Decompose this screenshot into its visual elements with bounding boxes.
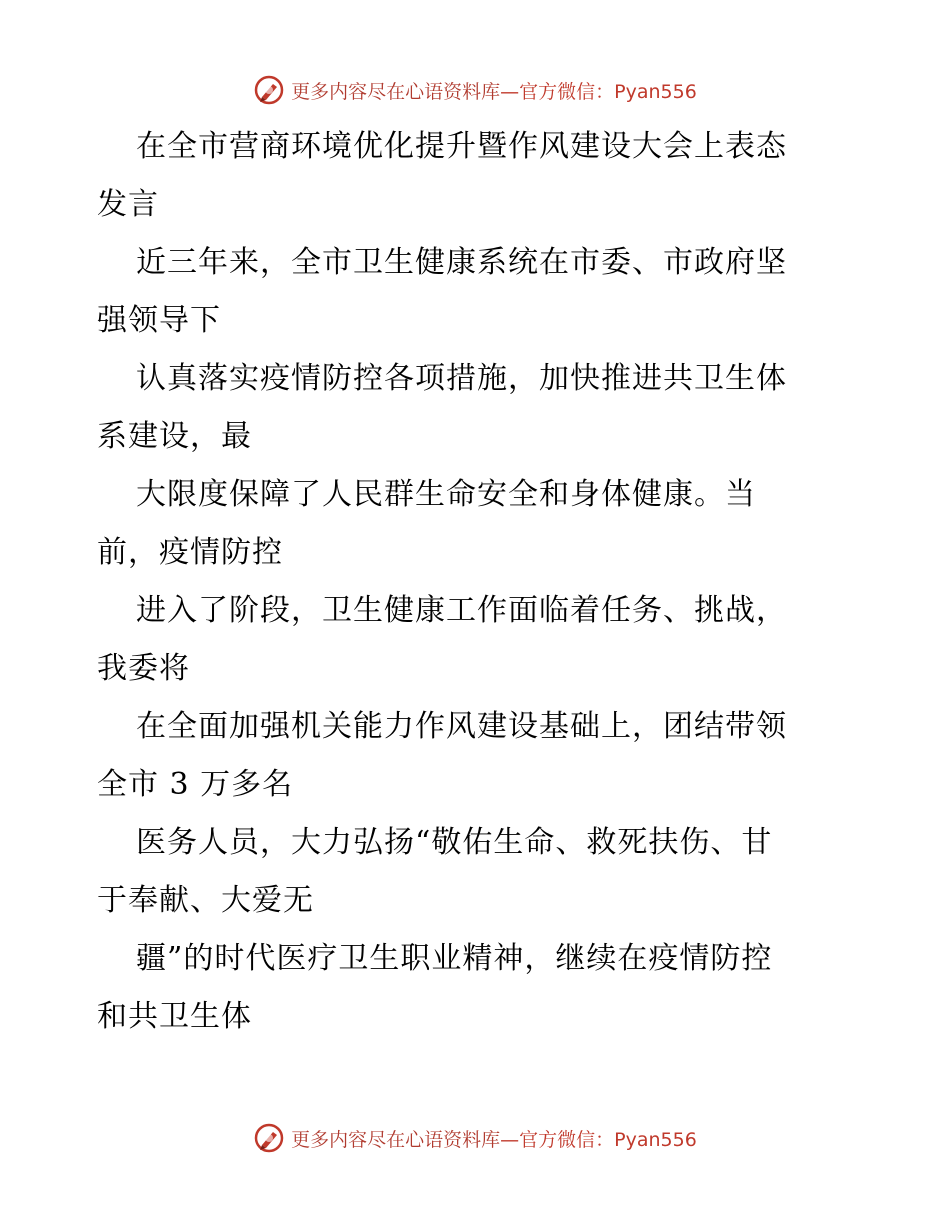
footer-banner bbox=[0, 1118, 950, 1158]
header-banner-wechat: —官方微信：Pyan556 bbox=[500, 80, 697, 103]
document-body bbox=[97, 118, 857, 1046]
paragraph-line: 医务人员，大力弘扬“敬佑生命、救死扶伤、甘 bbox=[136, 825, 773, 860]
paragraph bbox=[97, 814, 857, 930]
paragraph-line: 强领导下 bbox=[97, 303, 221, 338]
footer-banner-wechat: —官方微信：Pyan556 bbox=[500, 1128, 697, 1151]
paragraph-line: 疆”的时代医疗卫生职业精神，继续在疫情防控 bbox=[136, 941, 773, 976]
paragraph-line: 全市 3 万多名 bbox=[97, 767, 294, 802]
paragraph bbox=[97, 234, 857, 350]
paragraph bbox=[97, 698, 857, 814]
paragraph-line: 发言 bbox=[97, 187, 159, 222]
header-banner bbox=[0, 70, 950, 110]
paragraph-line: 和共卫生体 bbox=[97, 999, 252, 1034]
paragraph-line: 近三年来，全市卫生健康系统在市委、市政府坚 bbox=[136, 245, 787, 280]
paragraph-line: 大限度保障了人民群生命安全和身体健康。当 bbox=[136, 477, 756, 512]
pen-logo-icon bbox=[253, 74, 285, 106]
paragraph-line: 我委将 bbox=[97, 651, 190, 686]
paragraph bbox=[97, 582, 857, 698]
paragraph bbox=[97, 930, 857, 1046]
paragraph bbox=[97, 466, 857, 582]
paragraph-line: 于奉献、大爱无 bbox=[97, 883, 314, 918]
header-banner-text: 更多内容尽在心语资料库 bbox=[291, 80, 501, 103]
pen-logo-icon bbox=[253, 1122, 285, 1154]
paragraph-line: 在全市营商环境优化提升暨作风建设大会上表态 bbox=[136, 129, 787, 164]
footer-banner-text: 更多内容尽在心语资料库 bbox=[291, 1128, 501, 1151]
paragraph-line: 进入了阶段，卫生健康工作面临着任务、挑战， bbox=[136, 593, 787, 628]
paragraph bbox=[97, 350, 857, 466]
paragraph bbox=[97, 118, 857, 234]
paragraph-line: 认真落实疫情防控各项措施，加快推进共卫生体 bbox=[136, 361, 787, 396]
paragraph-line: 在全面加强机关能力作风建设基础上，团结带领 bbox=[136, 709, 787, 744]
paragraph-line: 系建设，最 bbox=[97, 419, 252, 454]
paragraph-line: 前，疫情防控 bbox=[97, 535, 283, 570]
